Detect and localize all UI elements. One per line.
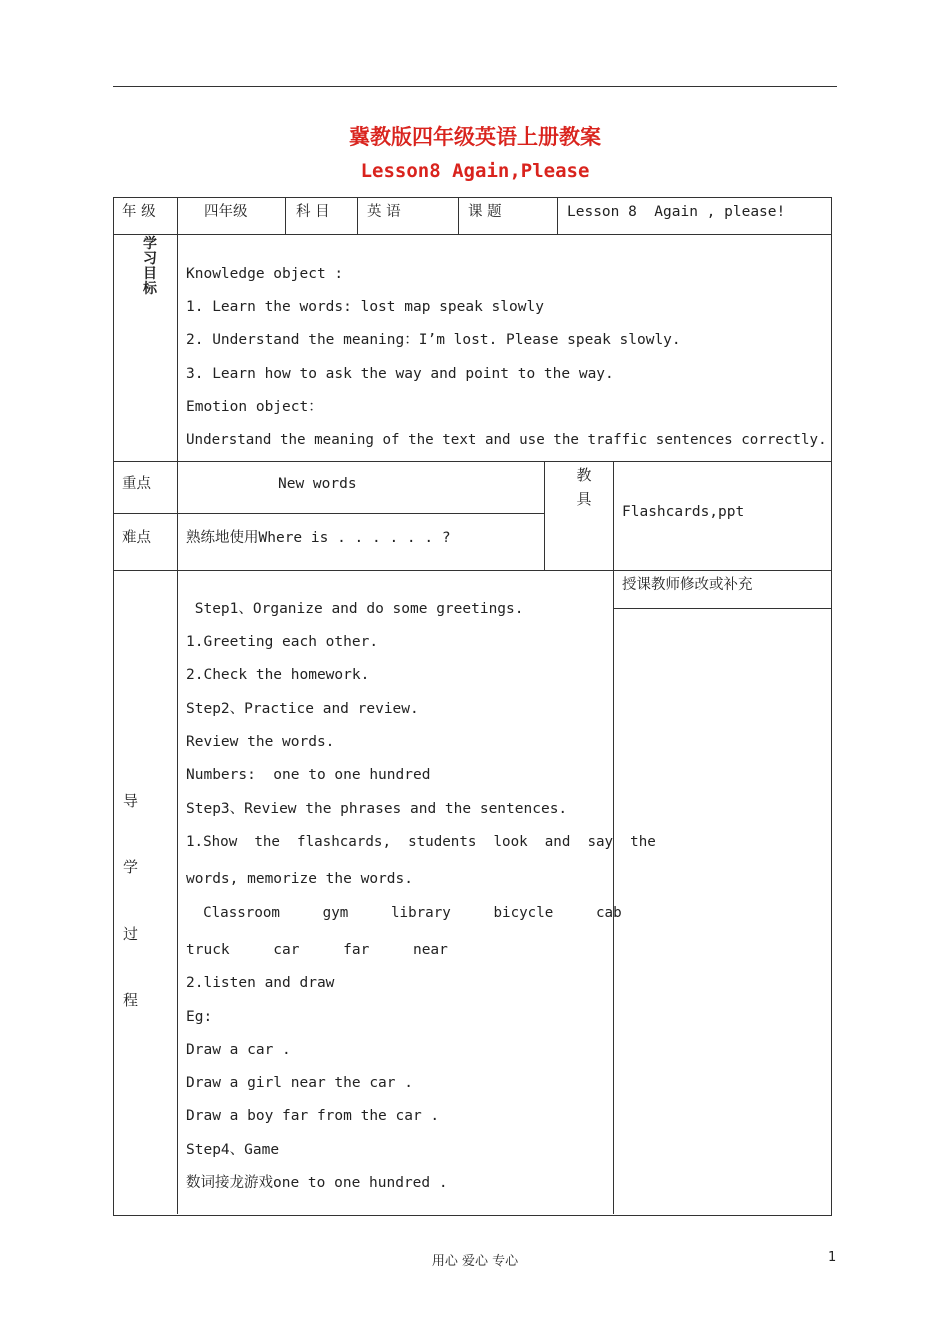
process-line: 2.Check the homework. [186, 667, 370, 683]
aids-value: Flashcards,ppt [622, 504, 745, 520]
process-line: 1.Show the flashcards, students look and say the [186, 834, 656, 850]
process-line: Review the words. [186, 734, 335, 750]
process-line: Numbers: one to one hundred [186, 767, 431, 783]
header-rule [113, 86, 837, 87]
process-label-char: 过 [123, 925, 139, 943]
objectives-label: 学习目标 [143, 236, 157, 297]
process-line: Step4、Game [186, 1142, 280, 1158]
process-label-char: 程 [123, 991, 139, 1009]
grade-value: 四年级 [204, 204, 248, 220]
process-line: Classroom gym library bicycle cab [186, 905, 622, 921]
subject-label: 科 目 [296, 204, 330, 220]
difficult-value: 熟练地使用Where is . . . . . . ? [186, 530, 451, 546]
process-label-char: 导 [123, 792, 139, 810]
topic-label: 课 题 [468, 204, 502, 220]
process-line: Eg: [186, 1009, 213, 1025]
teacher-notes-header: 授课教师修改或补充 [622, 577, 753, 593]
topic-value: Lesson 8 Again , please! [567, 204, 786, 220]
objective-line: 3. Learn how to ask the way and point to the way. [186, 366, 614, 382]
process-line: 数词接龙游戏one to one hundred . [186, 1175, 448, 1191]
process-line: words, memorize the words. [186, 871, 413, 887]
objective-line: Knowledge object : [186, 266, 344, 282]
key-label: 重点 [122, 476, 151, 492]
process-line: Step1、Organize and do some greetings. [186, 601, 524, 617]
difficult-label: 难点 [122, 530, 151, 546]
process-line: Draw a car . [186, 1042, 291, 1058]
process-line: truck car far near [186, 942, 448, 958]
key-value: New words [278, 476, 357, 492]
process-line: 2.listen and draw [186, 975, 335, 991]
process-line: Step3、Review the phrases and the sentences. [186, 801, 568, 817]
page-number: 1 [828, 1250, 837, 1265]
process-line: Draw a girl near the car . [186, 1075, 413, 1091]
process-label-char: 学 [123, 858, 139, 876]
process-line: Step2、Practice and review. [186, 701, 419, 717]
footer-text: 用心 爱心 专心 [431, 1254, 519, 1269]
process-line: 1.Greeting each other. [186, 634, 379, 650]
objective-line: 2. Understand the meaning：I’m lost. Please speak slowly. [186, 332, 681, 348]
aids-label: 教具 [576, 466, 592, 508]
process-line: Draw a boy far from the car . [186, 1108, 440, 1124]
grade-label: 年 级 [122, 204, 156, 220]
subject-value: 英 语 [367, 204, 401, 220]
objective-line: Understand the meaning of the text and use the traffic sentences correctly. [186, 432, 827, 448]
objective-line: 1. Learn the words: lost map speak slowly [186, 299, 544, 315]
objective-line: Emotion object： [186, 399, 323, 415]
document-subtitle: Lesson8 Again,Please [360, 160, 590, 182]
document-title: 冀教版四年级英语上册教案 [349, 124, 601, 149]
